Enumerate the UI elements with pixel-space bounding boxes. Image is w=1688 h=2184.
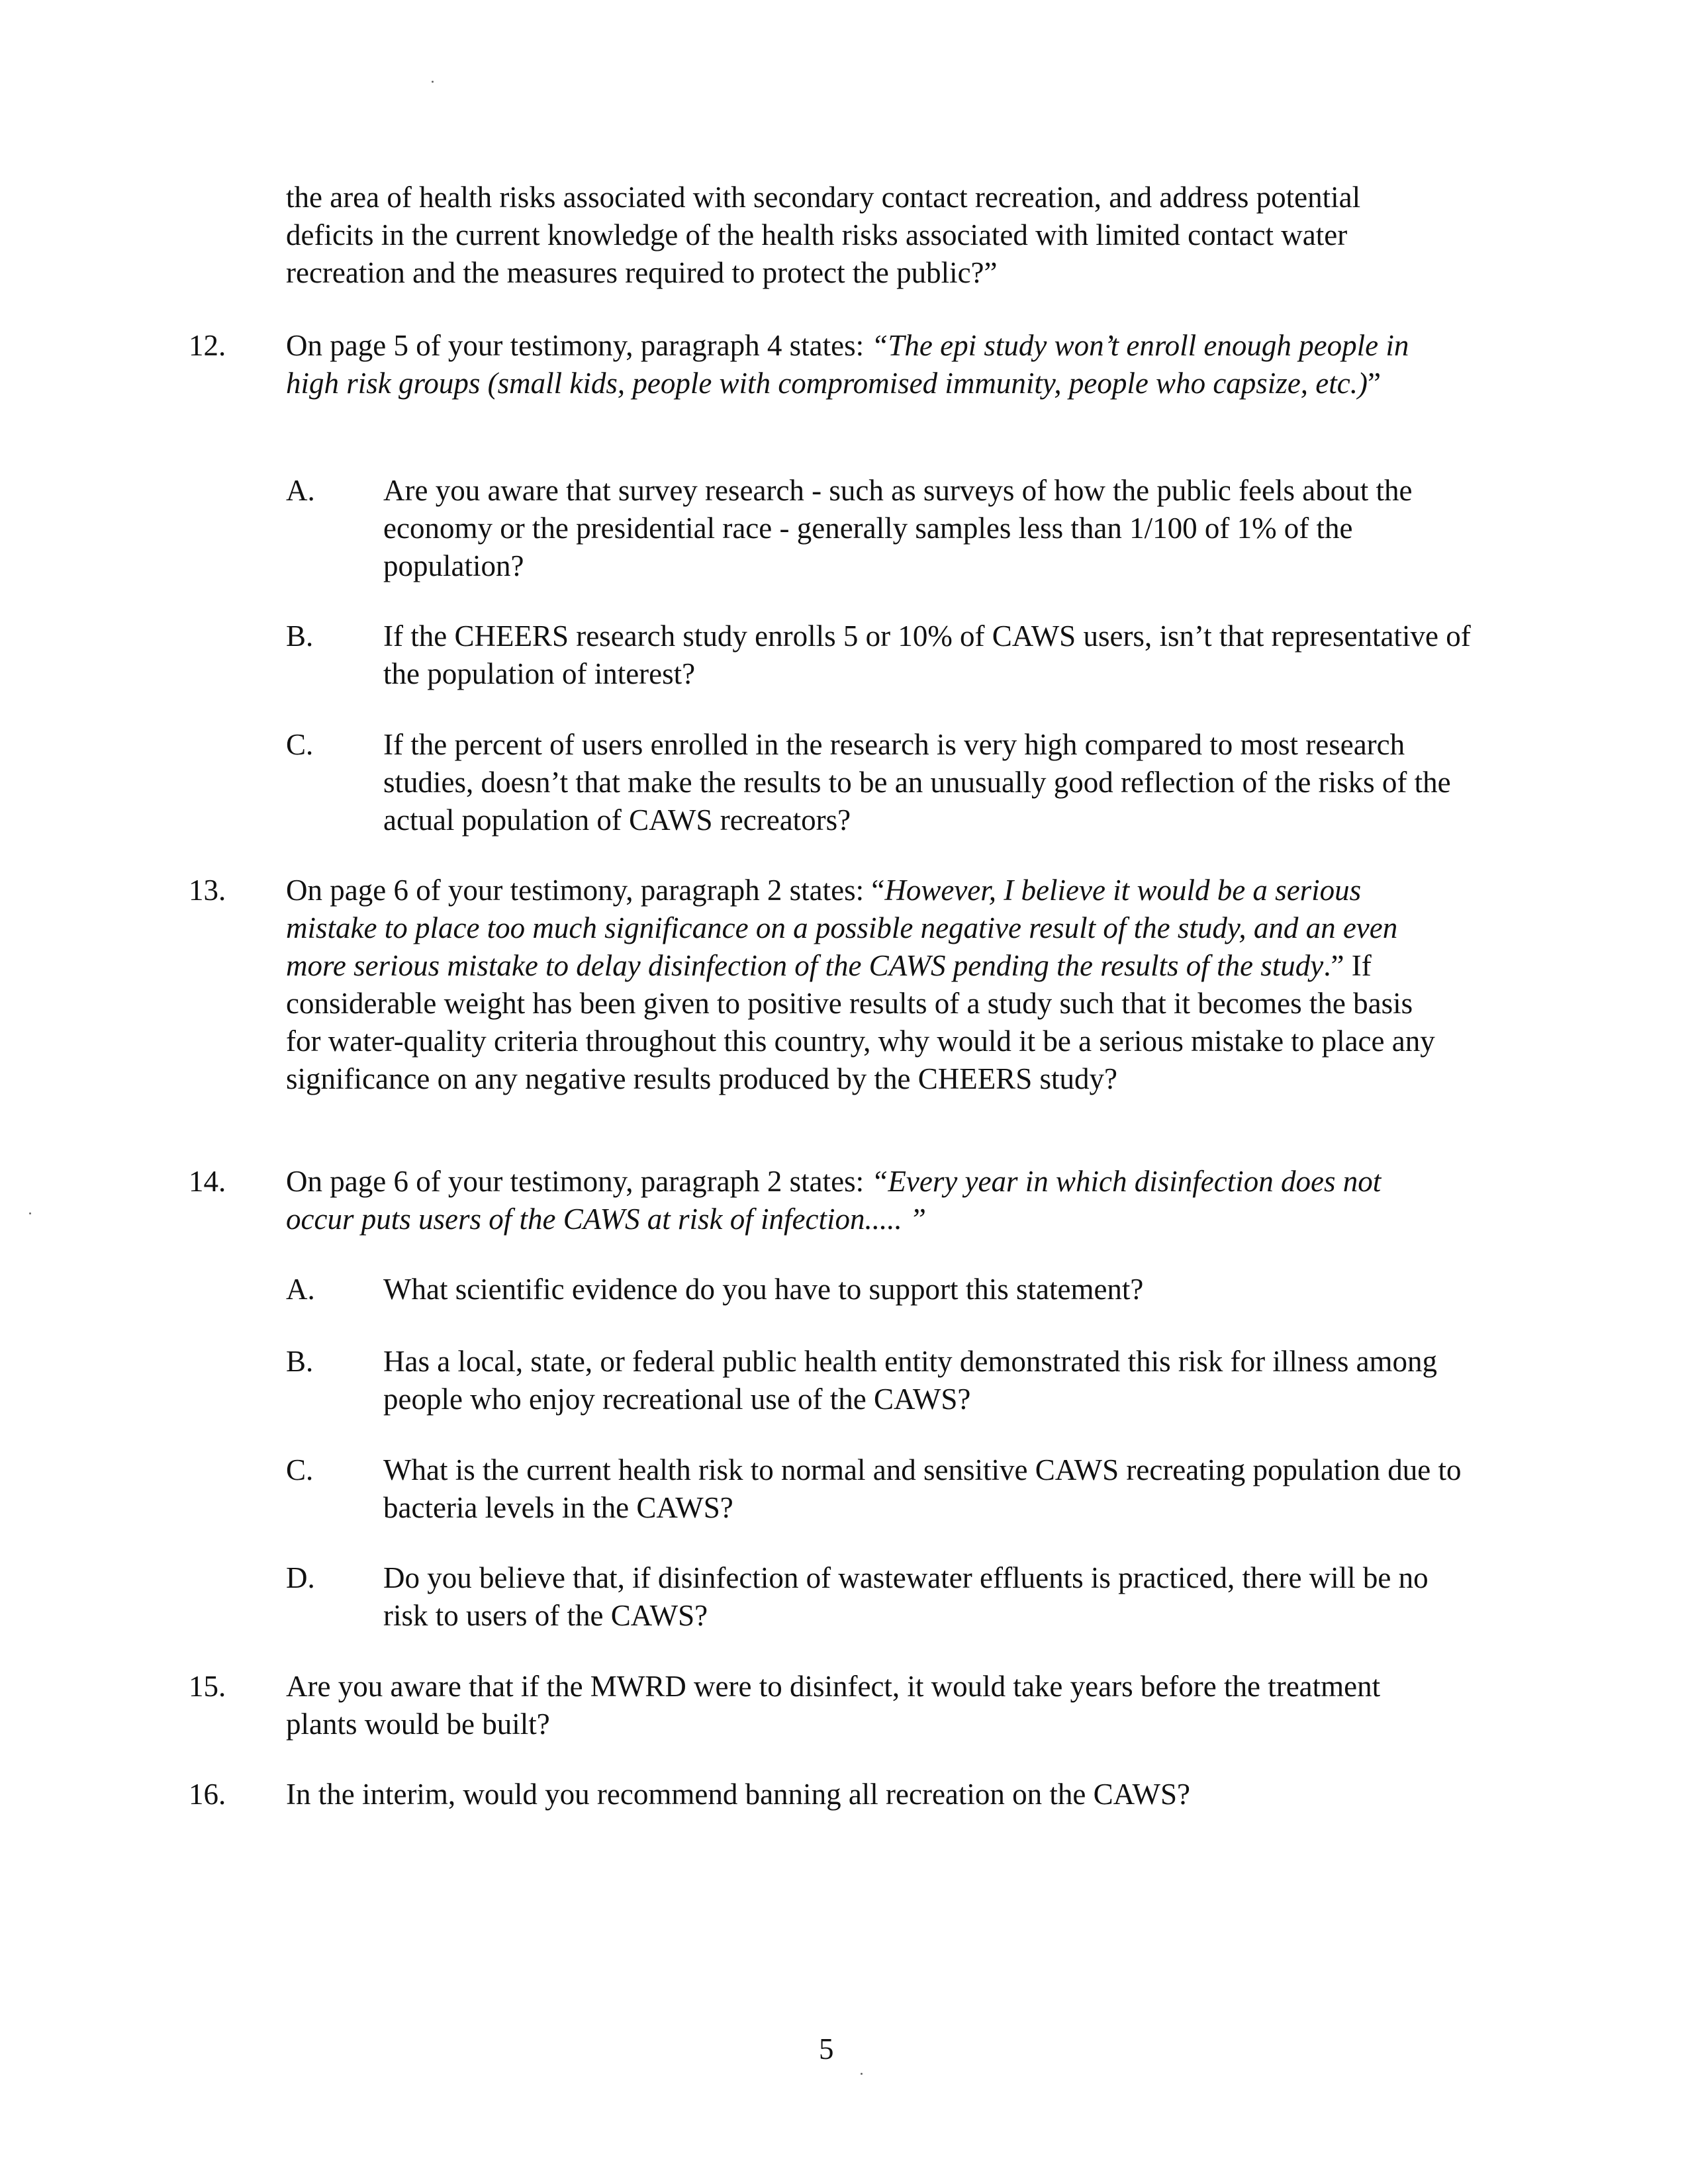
question-16-number: 16. [189, 1778, 226, 1811]
question-14d-label: D. [286, 1561, 315, 1594]
question-12b-label: B. [286, 619, 314, 653]
question-14d-text: Do you believe that, if disinfection of wastewater effluents is practiced, there will be no risk to users of the CAWS? [383, 1561, 1429, 1632]
question-14c-label: C. [286, 1453, 314, 1486]
question-14b-text: Has a local, state, or federal public health entity demonstrated this risk for illness among people who enjoy recreational use of the CAWS? [383, 1345, 1438, 1416]
question-15-number: 15. [189, 1670, 226, 1703]
question-15-text: Are you aware that if the MWRD were to disinfect, it would take years before the treatment plants would be built? [286, 1670, 1381, 1741]
question-13-tail: .” If considerable weight has been given to positive results of a study such that it becomes the basis for water-quality criteria throughout this country, why would it be a serious mistake to place any significance on any negative results produced by the CHEERS study? [286, 949, 1435, 1095]
question-12-text [286, 327, 1451, 402]
scan-speck [432, 81, 434, 83]
question-12-lead: On page 5 of your testimony, paragraph 4 states: [286, 329, 872, 362]
question-12-number: 12. [189, 329, 226, 362]
question-12-tail: ” [1367, 367, 1381, 400]
question-12a-text: Are you aware that survey research - such as surveys of how the public feels about the economy or the presidential race - generally samples less than 1/100 of 1% of the population? [383, 474, 1413, 582]
question-14-lead: On page 6 of your testimony, paragraph 2 states: [286, 1165, 872, 1198]
question-14b-label: B. [286, 1345, 314, 1378]
question-13-quote: However, I believe it would be a serious mistake to place too much significance on a possible negative result of the study, and an even more serious mistake to delay disinfection of the CAWS pending the results of the study [286, 874, 1398, 982]
question-14-text [286, 1163, 1451, 1238]
question-12-quote: “The epi study won’t enroll enough people in high risk groups (small kids, people with compromised immunity, people who capsize, etc.) [286, 329, 1409, 400]
question-12a-label: A. [286, 474, 315, 507]
continuation-paragraph: the area of health risks associated with secondary contact recreation, and address potential deficits in the current knowledge of the health risks associated with limited contact water recreation and the measures required to protect the public?” [286, 181, 1361, 289]
question-14-number: 14. [189, 1165, 226, 1198]
question-14c-text: What is the current health risk to normal and sensitive CAWS recreating population due to bacteria levels in the CAWS? [383, 1453, 1462, 1524]
question-12b-text: If the CHEERS research study enrolls 5 or 10% of CAWS users, isn’t that representative of the population of interest? [383, 619, 1471, 690]
question-12c-label: C. [286, 728, 314, 761]
question-13-text [286, 872, 1451, 1098]
question-13-number: 13. [189, 874, 226, 907]
question-14a-text: What scientific evidence do you have to support this statement? [383, 1273, 1144, 1306]
question-14-quote: “Every year in which disinfection does not occur puts users of the CAWS at risk of infection..... ” [286, 1165, 1382, 1236]
question-13-lead: On page 6 of your testimony, paragraph 2 states: “ [286, 874, 885, 907]
page-number: 5 [819, 2032, 834, 2066]
question-16-text: In the interim, would you recommend banning all recreation on the CAWS? [286, 1778, 1191, 1811]
question-12c-text: If the percent of users enrolled in the research is very high compared to most research studies, doesn’t that make the results to be an unusually good reflection of the risks of the actual population of CAWS recreators? [383, 728, 1451, 837]
scan-speck [29, 1212, 31, 1214]
question-14a-label: A. [286, 1273, 315, 1306]
scan-speck [861, 2073, 863, 2075]
